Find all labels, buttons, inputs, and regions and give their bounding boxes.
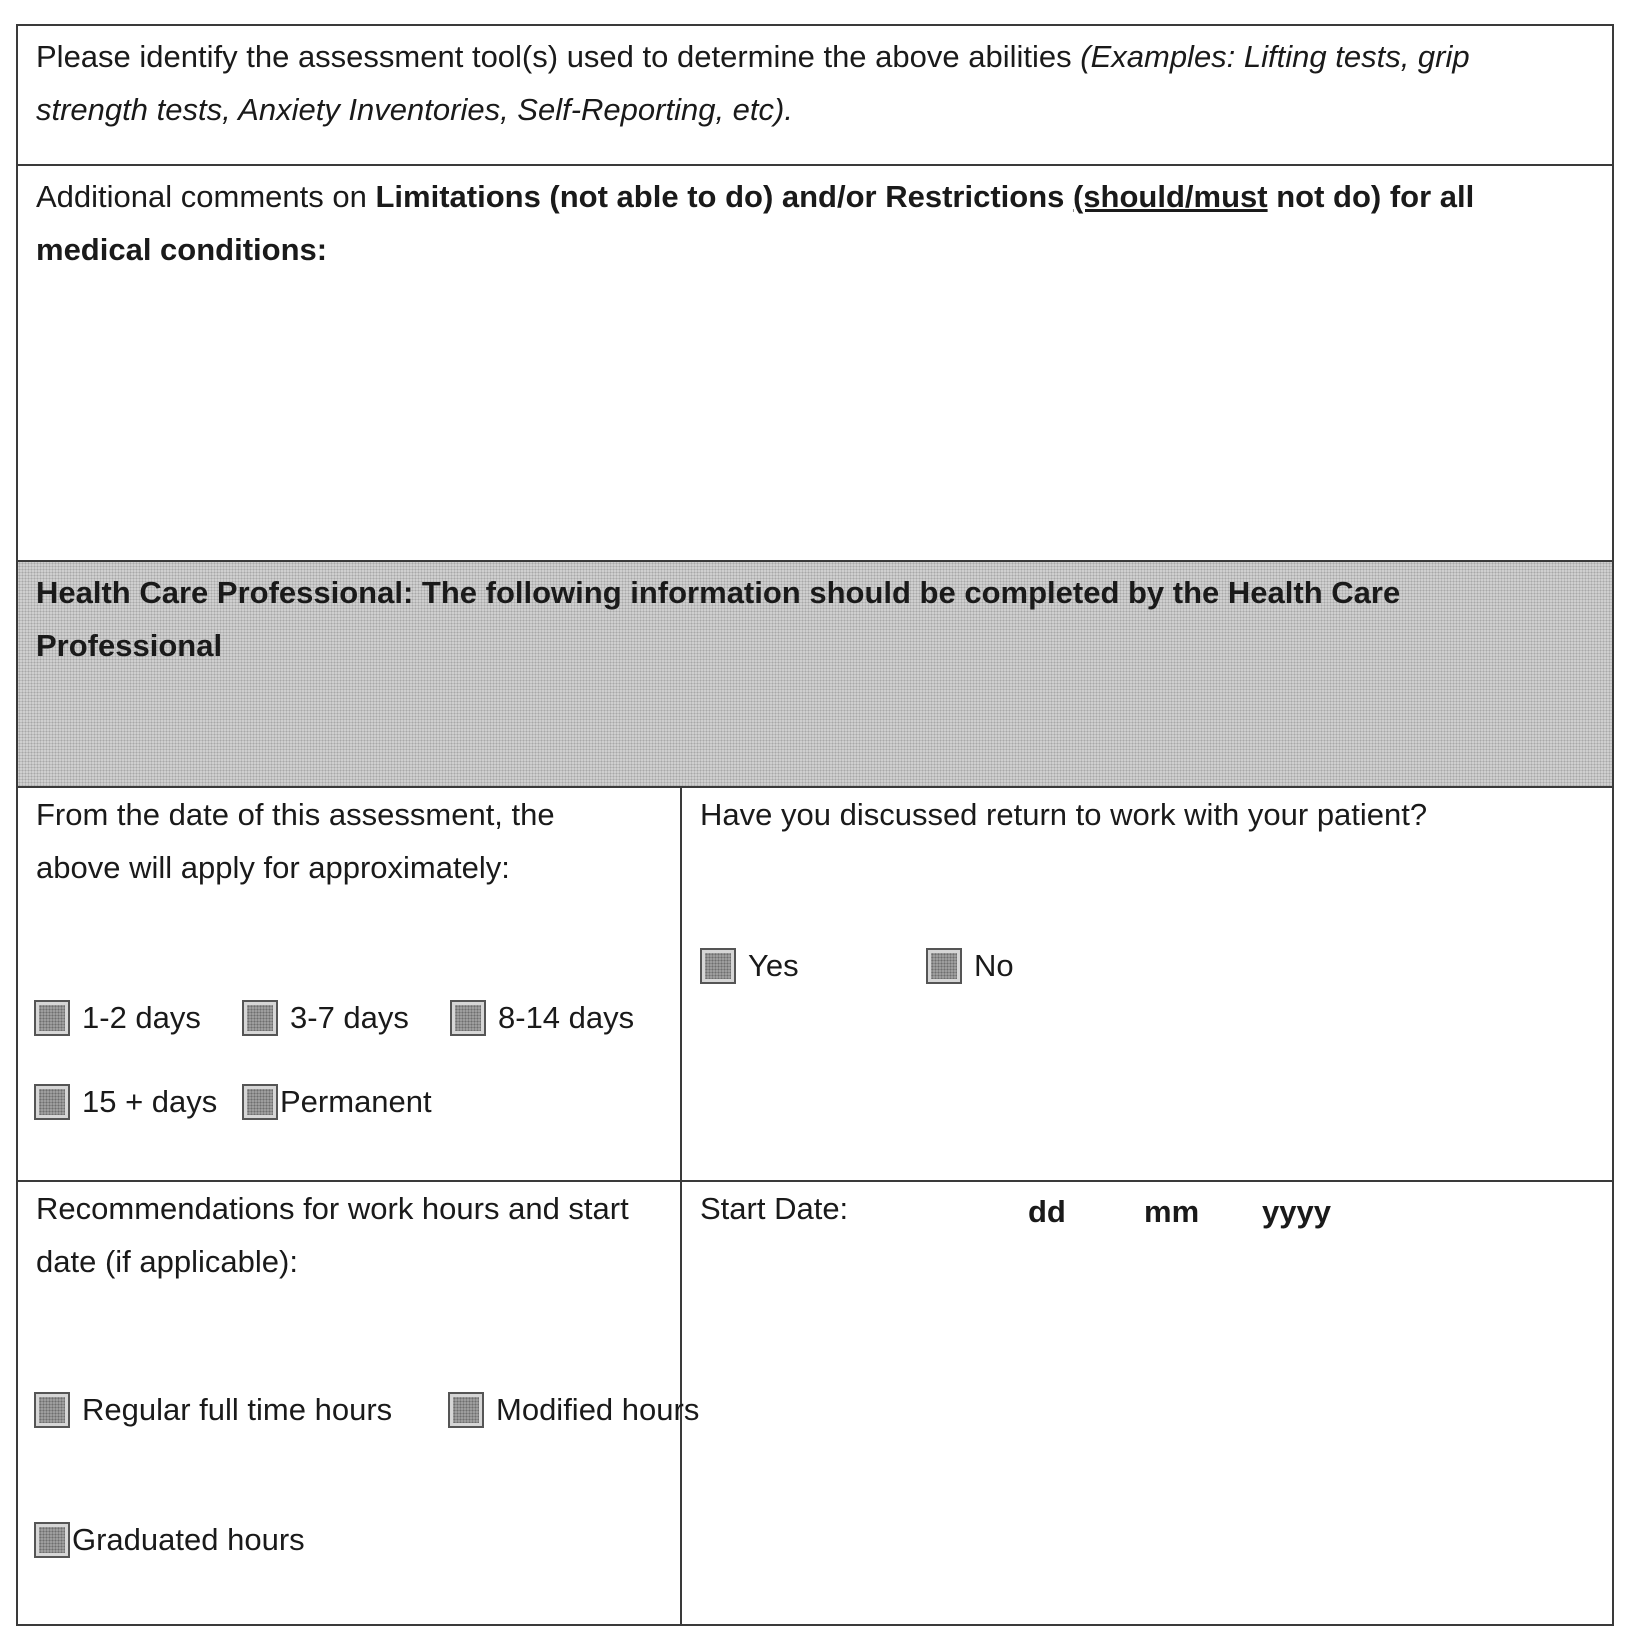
checkbox-icon[interactable]: [34, 1522, 70, 1558]
checkbox-icon[interactable]: [242, 1000, 278, 1036]
additional-comments-field[interactable]: [18, 166, 1612, 562]
checkbox-icon[interactable]: [34, 1084, 70, 1120]
hcp-section-banner: [18, 562, 1612, 788]
duration-and-rtw-row: [18, 788, 1612, 1182]
assessment-tools-examples: (Examples: Lifting tests, grip strength tests, Anxiety Inventories, Self-Reporting, etc).: [36, 39, 1470, 127]
duration-question: From the date of this assessment, the above will apply for approximately:: [36, 797, 555, 885]
option-regular-full-time[interactable]: Regular full time hours: [34, 1392, 392, 1428]
option-modified-hours[interactable]: Modified hours: [448, 1392, 699, 1428]
additional-comments-prompt: Additional comments on Limitations (not able to do) and/or Restrictions (should/must not do) for all medical conditions:: [36, 179, 1475, 267]
start-date-year[interactable]: yyyy: [1262, 1194, 1331, 1229]
checkbox-icon[interactable]: [700, 948, 736, 984]
option-yes[interactable]: Yes: [700, 948, 799, 984]
option-1-2-days[interactable]: 1-2 days: [34, 1000, 201, 1036]
option-graduated-hours[interactable]: Graduated hours: [34, 1522, 305, 1558]
option-no[interactable]: No: [926, 948, 1014, 984]
work-hours-cell: [18, 1182, 700, 1624]
option-15-plus-days[interactable]: 15 + days: [34, 1084, 217, 1120]
checkbox-icon[interactable]: [34, 1000, 70, 1036]
checkbox-icon[interactable]: [448, 1392, 484, 1428]
option-3-7-days[interactable]: 3-7 days: [242, 1000, 409, 1036]
return-to-work-cell: [682, 788, 1612, 1180]
option-permanent[interactable]: Permanent: [242, 1084, 432, 1120]
checkbox-icon[interactable]: [34, 1392, 70, 1428]
hcp-banner-text: Health Care Professional: The following information should be completed by the Health Care Professional: [36, 575, 1401, 663]
start-date-day[interactable]: dd: [1028, 1194, 1066, 1229]
duration-cell: [18, 788, 682, 1180]
checkbox-icon[interactable]: [926, 948, 962, 984]
start-date-cell[interactable]: [682, 1182, 1612, 1624]
medical-assessment-form: [16, 24, 1614, 1626]
start-date-month[interactable]: mm: [1144, 1194, 1200, 1229]
assessment-tools-prompt: Please identify the assessment tool(s) used to determine the above abilities (Examples: Lifting tests, grip strength tests, Anxiety Inventories, Self-Reporting, etc).: [36, 39, 1470, 127]
checkbox-icon[interactable]: [242, 1084, 278, 1120]
return-to-work-question: Have you discussed return to work with your patient?: [700, 797, 1428, 832]
assessment-tools-field[interactable]: [18, 26, 1612, 166]
option-8-14-days[interactable]: 8-14 days: [450, 1000, 634, 1036]
start-date-label: Start Date:: [700, 1191, 849, 1226]
work-hours-and-start-row: [18, 1182, 1612, 1624]
work-hours-question: Recommendations for work hours and start date (if applicable):: [36, 1191, 629, 1279]
checkbox-icon[interactable]: [450, 1000, 486, 1036]
